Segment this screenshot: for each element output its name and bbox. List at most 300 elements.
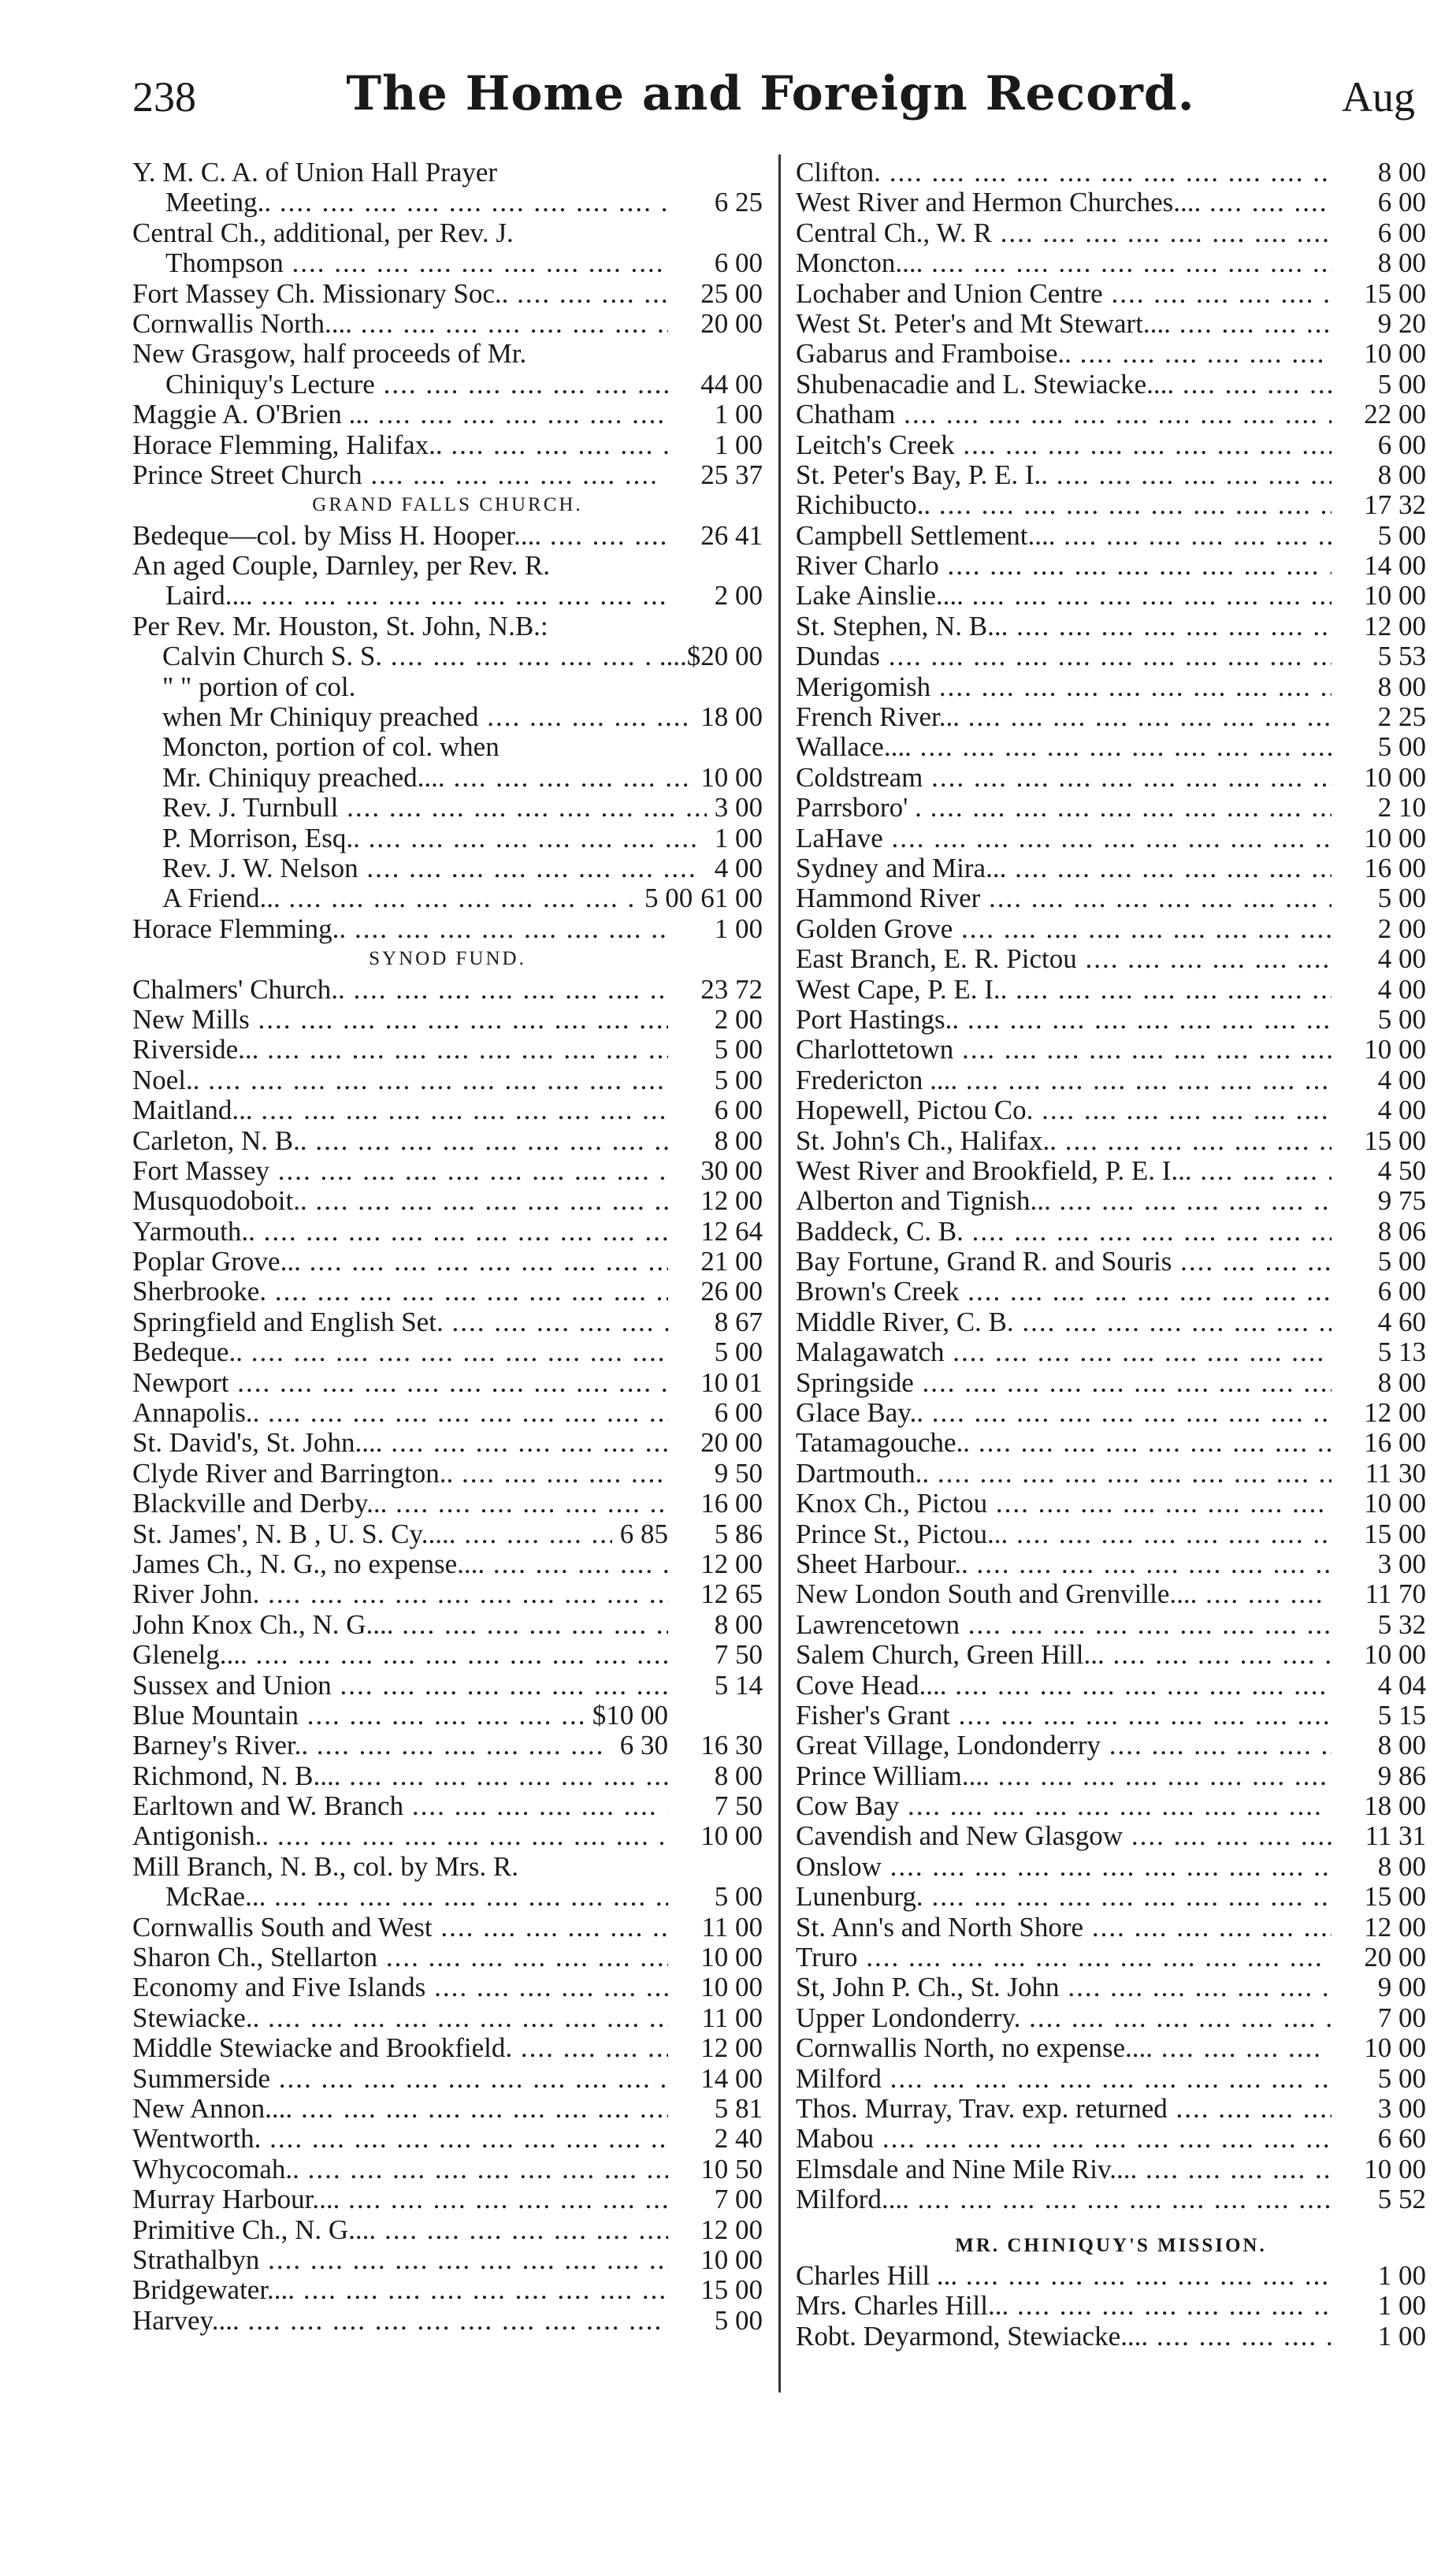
entry-label: Middle Stewiacke and Brookfield. .... (132, 2033, 668, 2063)
entry-label: Wallace.... .... (796, 732, 1332, 762)
entry-amount: 8 00 (714, 1760, 763, 1791)
list-item (132, 1428, 763, 1458)
left-column (132, 158, 763, 2336)
list-item (796, 1731, 1426, 1760)
section-heading: SYNOD FUND. (369, 948, 526, 970)
list-item (796, 1913, 1426, 1943)
list-item (132, 1126, 763, 1156)
list-item (796, 2291, 1426, 2321)
entry-label: Onslow .... (796, 1852, 1332, 1882)
list-item (796, 248, 1426, 278)
list-item (132, 400, 763, 429)
entry-label: Meeting.. .... (165, 188, 668, 218)
list-item (132, 2275, 763, 2305)
entry-label: St. Peter's Bay, P. E. I.. .... (796, 460, 1332, 490)
list-item (796, 1489, 1426, 1519)
entry-label: Tatamagouche.. .... (796, 1428, 1332, 1458)
entry-label: Lunenburg. .... (796, 1882, 1332, 1912)
entry-label: Sharon Ch., Stellarton .... (132, 1943, 668, 1972)
entry-amount: 8 00 (1377, 671, 1426, 702)
entry-label: New Mills .... (132, 1005, 668, 1035)
entry-amount: 5 15 (1377, 1700, 1426, 1731)
list-item (796, 763, 1426, 793)
entry-label: Truro .... (796, 1943, 1332, 1972)
entry-label: Coldstream .... (796, 763, 1332, 793)
entry-amount: 25 00 (700, 278, 763, 309)
entry-amount: 16 00 (700, 1489, 763, 1519)
entry-amount: 7 00 (714, 2184, 763, 2215)
list-item (132, 1398, 763, 1428)
entry-amount: 8 00 (714, 1125, 763, 1156)
entry-label: Milford .... (796, 2064, 1332, 2094)
list-item (796, 1095, 1426, 1125)
list-item (132, 1489, 763, 1519)
entry-label: Springfield and English Set. .... (132, 1307, 668, 1337)
list-item (796, 490, 1426, 520)
list-item (796, 1156, 1426, 1186)
entry-label: Strathalbyn .... (132, 2245, 668, 2275)
list-item (132, 1277, 763, 1307)
entry-amount: 1 00 (714, 913, 763, 944)
entry-amount: 10 00 (1364, 762, 1426, 793)
list-item (796, 1005, 1426, 1035)
entry-label: P. Morrison, Esq.. .... (162, 824, 707, 853)
entry-label: St, John P. Ch., St. John .... (796, 1972, 1332, 2002)
entry-amount: 26 41 (700, 520, 763, 551)
list-item (796, 339, 1426, 369)
entry-label: Whycocomah.. .... (132, 2155, 668, 2184)
entry-amount: 11 70 (1365, 1579, 1426, 1610)
entry-label: Bedeque—col. by Miss H. Hooper.... .... (132, 521, 668, 551)
running-month: Aug (1342, 73, 1415, 121)
list-item (796, 1277, 1426, 1307)
list-item (132, 218, 763, 248)
entry-label: Richibucto.. .... (796, 490, 1332, 520)
entry-amount: 8 00 (1377, 158, 1426, 188)
list-item (132, 1519, 763, 1549)
entry-amount: 12 00 (700, 1186, 763, 1217)
entry-label: River Charlo .... (796, 551, 1332, 581)
entry-label: Annapolis.. .... (132, 1398, 668, 1428)
entry-amount: 6 00 (1377, 429, 1426, 460)
entry-amount: 9 00 (1377, 1972, 1426, 2003)
list-item (796, 460, 1426, 490)
entry-amount: 4 00 (1377, 944, 1426, 975)
list-item (132, 158, 763, 188)
entry-label: French River... .... (796, 702, 1332, 732)
list-item (132, 1307, 763, 1337)
entry-amount: 12 00 (700, 1549, 763, 1579)
entry-label: Port Hastings.. .... (796, 1005, 1332, 1035)
entry-subamount: 4 00 (714, 853, 763, 883)
right-column (796, 158, 1426, 2352)
list-item (132, 763, 763, 793)
entry-subamount: $10 00 (592, 1700, 668, 1731)
entry-label: Summerside .... (132, 2064, 668, 2094)
entry-amount: 6 00 (1377, 218, 1426, 248)
entry-amount: 10 01 (700, 1367, 763, 1398)
entry-amount: 9 86 (1377, 1760, 1426, 1791)
entry-label: Dartmouth.. .... (796, 1459, 1332, 1489)
entry-label: Prince St., Pictou... .... (796, 1519, 1332, 1549)
entry-label: Lochaber and Union Centre .... (796, 279, 1332, 309)
list-item (132, 1368, 763, 1398)
entry-label: when Mr Chiniquy preached .... (162, 702, 693, 732)
entry-amount: 17 32 (1364, 490, 1426, 521)
list-item (132, 188, 763, 218)
list-item (132, 1459, 763, 1489)
entry-label: Thompson .... (165, 248, 668, 278)
list-item (132, 1095, 763, 1125)
list-item (132, 1156, 763, 1186)
entry-label: Campbell Settlement.... .... (796, 521, 1332, 551)
entry-amount: 1 00 (714, 400, 763, 430)
list-item (796, 944, 1426, 974)
entry-label: St. Ann's and North Shore .... (796, 1913, 1332, 1943)
entry-label: Dundas .... (796, 641, 1332, 671)
entry-amount: 5 00 (1377, 1004, 1426, 1035)
entry-amount: 10 00 (1364, 1489, 1426, 1519)
entry-amount: 5 81 (714, 2094, 763, 2124)
entry-label: John Knox Ch., N. G.... .... (132, 1610, 668, 1640)
list-item (796, 1549, 1426, 1579)
entry-amount: 5 00 (1377, 2063, 1426, 2094)
entry-amount: 4 50 (1377, 1155, 1426, 1186)
list-item (132, 702, 763, 732)
list-item (132, 1640, 763, 1670)
list-item (132, 1549, 763, 1579)
entry-amount: 12 64 (700, 1216, 763, 1247)
entry-label: Central Ch., W. R .... (796, 218, 1332, 248)
entry-label: Bay Fortune, Grand R. and Souris .... (796, 1247, 1332, 1277)
entry-label: Brown's Creek .... (796, 1277, 1332, 1307)
entry-amount: 10 00 (700, 1821, 763, 1852)
list-item (132, 1217, 763, 1247)
entry-amount: 11 00 (701, 1912, 763, 1943)
list-item (132, 672, 763, 702)
entry-amount: 2 00 (714, 581, 763, 612)
entry-subamount: 3 00 (714, 793, 763, 824)
entry-label: Maitland... .... (132, 1095, 668, 1125)
list-item (796, 1701, 1426, 1731)
entry-amount: 10 00 (700, 1972, 763, 2003)
entry-subamount: 6 30 (619, 1731, 668, 1761)
list-item (132, 853, 763, 883)
entry-amount: 1 00 (714, 429, 763, 460)
list-item (796, 1247, 1426, 1277)
entry-label: Prince William.... .... (796, 1761, 1332, 1791)
entry-amount: 1 00 (1377, 2260, 1426, 2291)
entry-label: Chiniquy's Lecture .... (165, 370, 668, 400)
list-item (132, 2184, 763, 2214)
list-item (796, 158, 1426, 188)
entry-label: Parrsboro' . .... (796, 793, 1332, 823)
entry-label: Leitch's Creek .... (796, 430, 1332, 460)
entry-amount: 10 00 (700, 2244, 763, 2275)
entry-label: Cornwallis South and West .... (132, 1913, 668, 1943)
list-item (796, 1852, 1426, 1882)
entry-amount: 8 00 (1377, 459, 1426, 490)
entry-label: Thos. Murray, Trav. exp. returned .... (796, 2094, 1332, 2124)
list-item (796, 1398, 1426, 1428)
list-item (796, 1307, 1426, 1337)
entry-label: Blackville and Derby... .... (132, 1489, 668, 1519)
list-item (796, 400, 1426, 429)
entry-label: Musquodoboit.. .... (132, 1186, 668, 1216)
entry-amount: 61 00 (700, 883, 763, 914)
entry-amount: 2 10 (1377, 793, 1426, 824)
section-heading: GRAND FALLS CHURCH. (312, 494, 583, 516)
list-item (132, 2124, 763, 2154)
entry-label: Malagawatch .... (796, 1337, 1332, 1367)
entry-amount: 9 50 (714, 1458, 763, 1489)
list-item (132, 1852, 763, 1882)
list-item (132, 370, 763, 400)
list-item (796, 188, 1426, 218)
entry-subamount: 10 00 (700, 762, 763, 793)
entry-amount: 8 67 (714, 1307, 763, 1337)
entry-amount: 5 00 (1377, 883, 1426, 914)
list-item (132, 2003, 763, 2033)
entry-label: West River and Brookfield, P. E. I... .... (796, 1156, 1332, 1186)
entry-label: Fort Massey Ch. Missionary Soc.. .... (132, 279, 668, 309)
entry-label: Cow Bay .... (796, 1791, 1332, 1821)
list-item (796, 2124, 1426, 2154)
entry-label: Moncton.... .... (796, 248, 1332, 278)
list-item (132, 1731, 763, 1760)
entry-label: Blue Mountain .... (132, 1701, 585, 1731)
entry-amount: 12 00 (1364, 611, 1426, 641)
list-item (796, 279, 1426, 309)
entry-label: Central Ch., additional, per Rev. J. (132, 218, 514, 248)
entry-label: Elmsdale and Nine Mile Riv.... .... (796, 2155, 1332, 2184)
entry-amount: 10 00 (700, 1943, 763, 1973)
list-item (796, 1821, 1426, 1851)
entry-amount: 5 00 (1377, 520, 1426, 551)
column-divider (778, 154, 781, 2393)
list-item (132, 914, 763, 944)
entry-amount: 7 50 (714, 1791, 763, 1822)
entry-amount: 11 30 (1365, 1458, 1426, 1489)
entry-amount: 8 06 (1377, 1216, 1426, 1247)
list-item (796, 1943, 1426, 1972)
entry-label: Merigomish .... (796, 672, 1332, 702)
entry-subamount: 18 00 (700, 702, 763, 733)
entry-amount: 14 00 (700, 2063, 763, 2094)
list-item (796, 521, 1426, 551)
entry-amount: 1 00 (1377, 2321, 1426, 2352)
entry-label: Primitive Ch., N. G.... .... (132, 2215, 668, 2245)
list-item (132, 1247, 763, 1277)
entry-amount: 12 65 (700, 1579, 763, 1610)
entry-label: Calvin Church S. S. .... (162, 641, 652, 671)
entry-label: River John. .... (132, 1579, 668, 1609)
entry-amount: 5 00 (714, 1882, 763, 1913)
entry-subamount: 6 85 (619, 1519, 668, 1549)
list-item (796, 1610, 1426, 1640)
entry-label: Sussex and Union .... (132, 1671, 668, 1701)
section-heading: MR. CHINIQUY'S MISSION. (955, 2234, 1267, 2256)
entry-amount: 5 00 (714, 1035, 763, 1065)
entry-label: West St. Peter's and Mt Stewart.... .... (796, 309, 1332, 339)
entry-label: Knox Ch., Pictou .... (796, 1489, 1332, 1519)
list-item (132, 1337, 763, 1367)
list-item (132, 1882, 763, 1912)
entry-label: Murray Harbour.... .... (132, 2184, 668, 2214)
list-item (132, 612, 763, 641)
entry-label: Bedeque.. .... (132, 1337, 668, 1367)
list-item (796, 1368, 1426, 1398)
entry-label: Milford.... .... (796, 2184, 1332, 2214)
list-item (132, 883, 763, 913)
list-item (796, 1671, 1426, 1701)
entry-label: Richmond, N. B.... .... (132, 1761, 668, 1791)
list-item (796, 975, 1426, 1005)
entry-amount: 5 13 (1377, 1337, 1426, 1368)
list-item (796, 1519, 1426, 1549)
list-item (132, 1821, 763, 1851)
entry-amount: 5 00 (1377, 1247, 1426, 1277)
list-item (132, 2245, 763, 2275)
entry-amount: 6 00 (714, 1095, 763, 1126)
entry-amount: 4 00 (1377, 974, 1426, 1005)
list-item (796, 824, 1426, 853)
entry-amount: 12 00 (700, 2033, 763, 2064)
list-item (132, 460, 763, 490)
entry-label: Earltown and W. Branch .... (132, 1791, 668, 1821)
entry-amount: 44 00 (700, 369, 763, 400)
entry-amount: 8 00 (714, 1609, 763, 1640)
list-item (132, 2033, 763, 2063)
entry-label: St. Stephen, N. B... .... (796, 612, 1332, 641)
entry-label: Mrs. Charles Hill... .... (796, 2291, 1332, 2321)
list-item (132, 339, 763, 369)
entry-amount: 15 00 (1364, 1125, 1426, 1156)
running-title: The Home and Foreign Record. (346, 66, 1195, 121)
entry-label: Mill Branch, N. B., col. by Mrs. R. (132, 1851, 518, 1882)
entry-label: Sherbrooke. .... (132, 1277, 668, 1307)
list-item (796, 1640, 1426, 1670)
entry-amount: 21 00 (700, 1247, 763, 1277)
list-item (796, 612, 1426, 641)
list-item (132, 2094, 763, 2124)
entry-amount: 5 00 (1377, 369, 1426, 400)
entry-label: Hopewell, Pictou Co. .... (796, 1095, 1332, 1125)
list-item (132, 1671, 763, 1701)
list-item (796, 853, 1426, 883)
entry-label: Cornwallis North.... .... (132, 309, 668, 339)
entry-amount: 7 50 (714, 1640, 763, 1671)
entry-label: Baddeck, C. B. .... (796, 1217, 1332, 1247)
entry-label: Cove Head.... .... (796, 1671, 1332, 1701)
list-item (132, 521, 763, 551)
list-item (132, 793, 763, 823)
entry-amount: 6 60 (1377, 2124, 1426, 2155)
list-item (796, 1579, 1426, 1609)
list-item (132, 641, 763, 671)
entry-amount: 5 00 (714, 2305, 763, 2336)
list-item (132, 824, 763, 853)
entry-label: Springside .... (796, 1368, 1332, 1398)
list-item (796, 2003, 1426, 2033)
entry-label: " " portion of col. (162, 671, 356, 702)
entry-amount: 6 00 (714, 1398, 763, 1429)
list-item (796, 793, 1426, 823)
entry-label: Fredericton .... .... (796, 1065, 1332, 1095)
entry-amount: 18 00 (1364, 1791, 1426, 1822)
entry-label: Cavendish and New Glasgow .... (796, 1821, 1332, 1851)
entry-label: Bridgewater.... .... (132, 2275, 668, 2305)
entry-amount: 5 14 (714, 1670, 763, 1701)
entry-label: New London South and Grenville.... .... (796, 1579, 1332, 1609)
entry-amount: 2 25 (1377, 702, 1426, 733)
entry-label: West Cape, P. E. I.. .... (796, 975, 1332, 1005)
list-item (796, 1217, 1426, 1247)
entry-amount: 23 72 (700, 974, 763, 1005)
entry-amount: 8 00 (1377, 1851, 1426, 1882)
list-item (132, 1579, 763, 1609)
entry-label: Noel.. .... (132, 1065, 668, 1095)
entry-amount: 15 00 (700, 2275, 763, 2306)
list-item (796, 1186, 1426, 1216)
list-item (796, 2155, 1426, 2184)
list-item (796, 309, 1426, 339)
list-item (132, 248, 763, 278)
entry-amount: 5 00 (714, 1337, 763, 1368)
list-item (132, 430, 763, 460)
entry-amount: 10 00 (1364, 2033, 1426, 2064)
list-item (796, 641, 1426, 671)
entry-label: Prince Street Church .... (132, 460, 668, 490)
list-item (132, 2064, 763, 2094)
entry-amount: 11 31 (1365, 1821, 1426, 1852)
list-item (132, 1610, 763, 1640)
page-header (126, 66, 1415, 145)
list-item (796, 702, 1426, 732)
entry-amount: 15 00 (1364, 278, 1426, 309)
list-item (796, 2064, 1426, 2094)
entry-amount: 5 53 (1377, 641, 1426, 672)
list-item (132, 975, 763, 1005)
list-item (796, 914, 1426, 944)
entry-amount: 6 00 (1377, 1277, 1426, 1307)
list-item (132, 2306, 763, 2336)
entry-amount: 8 00 (1377, 1731, 1426, 1761)
entry-amount: 3 00 (1377, 1549, 1426, 1579)
entry-label: Charlottetown .... (796, 1035, 1332, 1065)
entry-amount: 5 32 (1377, 1609, 1426, 1640)
list-item (132, 1701, 763, 1731)
entry-amount: 4 00 (1377, 1065, 1426, 1095)
entry-amount: 5 00 (1377, 732, 1426, 763)
entry-label: Chatham .... (796, 400, 1332, 429)
entry-label: Clifton. .... (796, 158, 1332, 188)
entry-label: St. John's Ch., Halifax.. .... (796, 1126, 1332, 1156)
entry-label: Rev. J. Turnbull .... (162, 793, 707, 823)
entry-amount: 10 00 (1364, 581, 1426, 612)
entry-label: New Annon.... .... (132, 2094, 668, 2124)
entry-label: Clyde River and Barrington.. .... (132, 1459, 668, 1489)
entry-label: A Friend... .... (162, 883, 637, 913)
entry-amount: 2 40 (714, 2124, 763, 2155)
entry-label: Stewiacke.. .... (132, 2003, 668, 2033)
entry-subamount: ....$20 00 (659, 641, 763, 672)
entry-amount: 2 00 (1377, 913, 1426, 944)
entry-label: Sydney and Mira... .... (796, 853, 1332, 883)
entry-label: Economy and Five Islands .... (132, 1972, 668, 2002)
entry-amount: 12 00 (1364, 1398, 1426, 1429)
entry-label: Yarmouth.. .... (132, 1217, 668, 1247)
